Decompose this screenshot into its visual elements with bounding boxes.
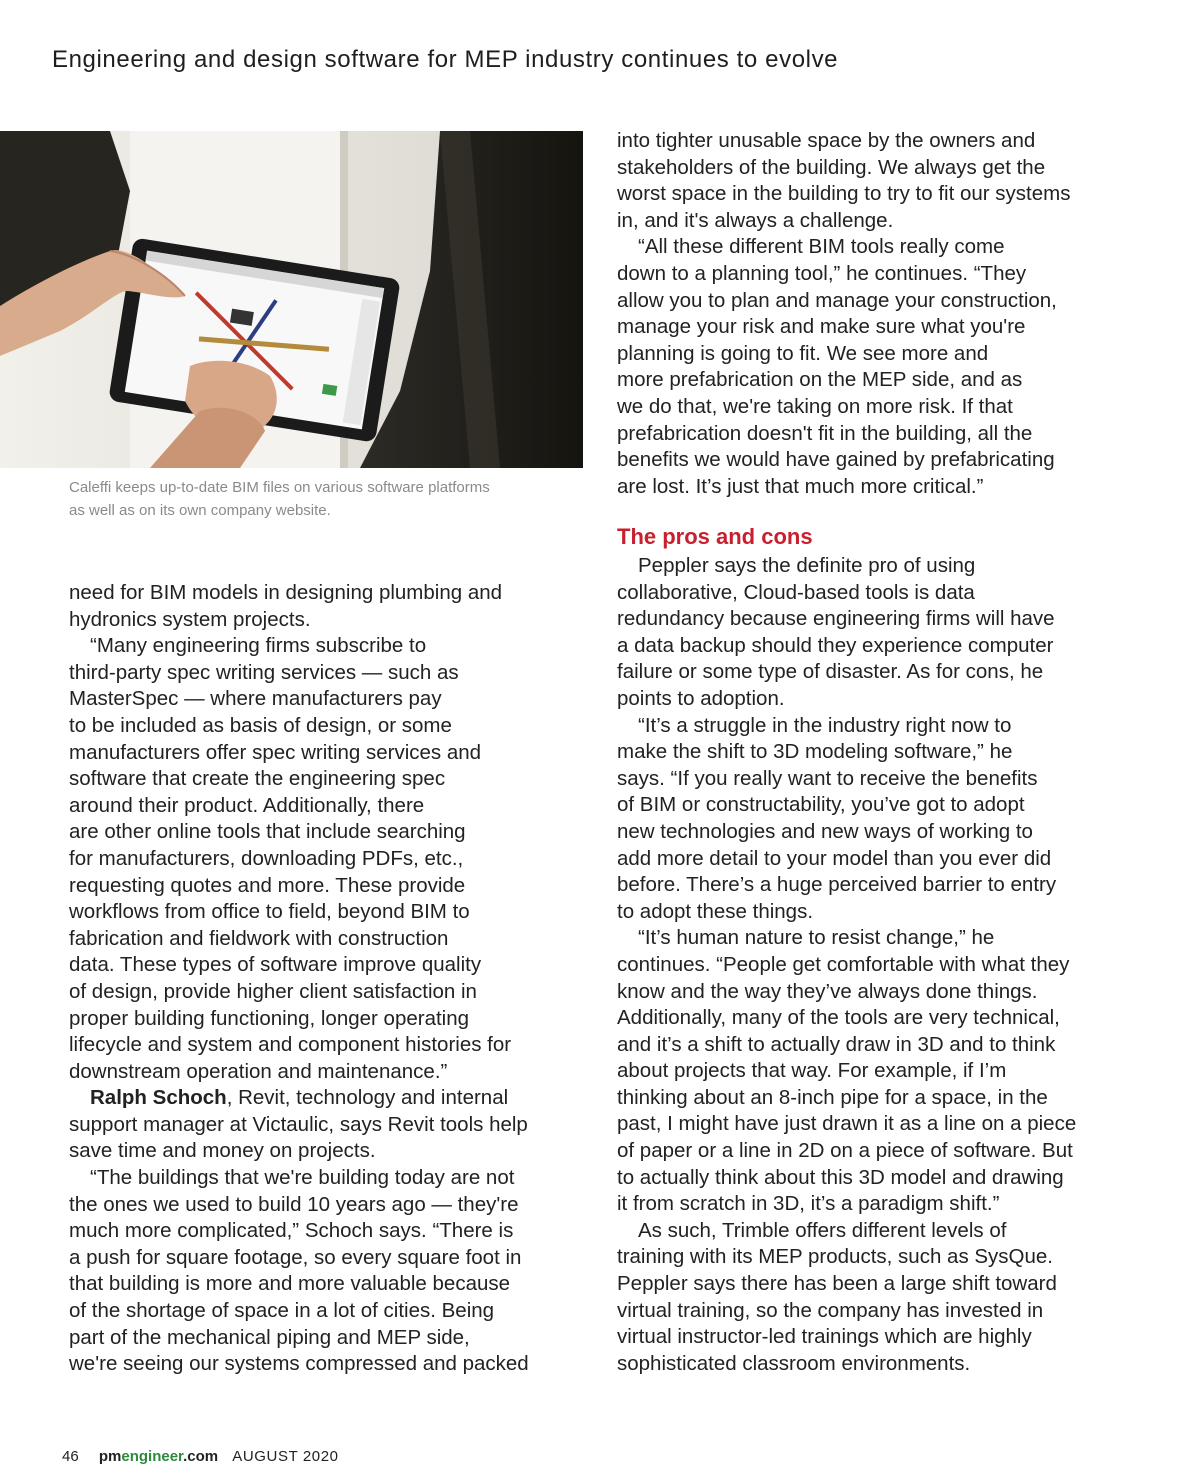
text-line: downstream operation and maintenance.”: [69, 1059, 448, 1083]
section-subhead: The pros and cons: [617, 524, 813, 549]
article-header: Engineering and design software for MEP industry continues to evolve: [52, 46, 839, 73]
text-line: manufacturers offer spec writing services and: [69, 740, 482, 764]
text-line: worst space in the building to try to fit our systems: [617, 182, 1071, 206]
site-name: [99, 1448, 218, 1465]
text-line: stakeholders of the building. We always get the: [617, 155, 1046, 179]
text-line: Peppler says the definite pro of using: [638, 554, 976, 577]
text-line: says. “If you really want to receive the benefits: [617, 766, 1038, 790]
site-middle: engineer: [121, 1448, 184, 1465]
text-line: Additionally, many of the tools are very technical,: [617, 1006, 1060, 1030]
text-line: allow you to plan and manage your construction,: [617, 288, 1057, 312]
text-line: redundancy because engineering firms will have: [617, 607, 1055, 631]
text-line: thinking about an 8-inch pipe for a space, in the: [617, 1085, 1048, 1109]
paragraph: [617, 553, 1137, 713]
issue-date: AUGUST 2020: [232, 1448, 339, 1465]
paragraph: [69, 1085, 589, 1165]
article-photo: [0, 131, 583, 468]
text-line: [69, 1085, 589, 1112]
text-line: lifecycle and system and component histories for: [69, 1033, 512, 1057]
text-line: a push for square footage, so every square foot in: [69, 1245, 522, 1269]
text-line: workflows from office to field, beyond BIM to: [69, 900, 470, 924]
text-line: “It’s human nature to resist change,” he: [638, 926, 995, 950]
paragraph: [69, 633, 589, 1085]
paragraph: [69, 580, 589, 633]
text-line: to actually think about this 3D model and drawing: [617, 1165, 1064, 1189]
text-line: need for BIM models in designing plumbing and: [69, 581, 503, 604]
text-line: “It’s a struggle in the industry right now to: [638, 713, 1012, 737]
text-line: much more complicated,” Schoch says. “There is: [69, 1219, 514, 1243]
text-line: of paper or a line in 2D on a piece of software. But: [617, 1139, 1073, 1163]
right-column-bottom: [617, 553, 1137, 1377]
page-number: 46: [62, 1448, 79, 1465]
text-line: down to a planning tool,” he continues. “They: [617, 261, 1027, 285]
text-line: more prefabrication on the MEP side, and as: [617, 368, 1023, 392]
paragraph: [617, 234, 1137, 500]
text-line: “All these different BIM tools really come: [638, 235, 1005, 259]
text-line: software that create the engineering spec: [69, 767, 446, 791]
text-line: MasterSpec — where manufacturers pay: [69, 687, 442, 711]
caption-line: as well as on its own company website.: [69, 502, 331, 519]
text-line: requesting quotes and more. These provide: [69, 873, 466, 897]
text-line: and it’s a shift to actually draw in 3D and to think: [617, 1032, 1056, 1056]
text-line: prefabrication doesn't fit in the building, all the: [617, 421, 1033, 445]
text-line: for manufacturers, downloading PDFs, etc.,: [69, 846, 464, 870]
text-line: we're seeing our systems compressed and packed: [69, 1352, 529, 1376]
tablet-photo-illustration: [0, 131, 583, 468]
text-line: in, and it's always a challenge.: [617, 208, 894, 232]
text-line: “Many engineering firms subscribe to: [90, 634, 427, 658]
page-footer: [62, 1448, 339, 1465]
text-line: about projects that way. For example, if I’m: [617, 1059, 1007, 1083]
paragraph: [617, 1218, 1137, 1378]
paragraph: [617, 128, 1137, 234]
text-line: proper building functioning, longer operating: [69, 1006, 470, 1030]
text-line: “The buildings that we're building today are not: [90, 1166, 515, 1190]
photo-caption: [69, 476, 589, 522]
site-prefix: pm: [98, 1448, 122, 1465]
text-line: fabrication and fieldwork with construction: [69, 926, 449, 950]
text-line: sophisticated classroom environments.: [617, 1351, 971, 1375]
text-line: into tighter unusable space by the owners and: [617, 129, 1036, 152]
text-line: As such, Trimble offers different levels of: [638, 1218, 1007, 1242]
text-line: it from scratch in 3D, it’s a paradigm shift.”: [617, 1192, 1000, 1216]
text-line: training with its MEP products, such as SysQue.: [617, 1245, 1054, 1269]
text-line: collaborative, Cloud-based tools is data: [617, 580, 975, 604]
text-line: past, I might have just drawn it as a line on a piece: [617, 1112, 1077, 1136]
text-line: save time and money on projects.: [69, 1139, 376, 1163]
text-line: data. These types of software improve quality: [69, 953, 482, 977]
paragraph: [617, 925, 1137, 1218]
text-line: virtual instructor-led trainings which are highly: [617, 1325, 1032, 1349]
text-line: before. There’s a huge perceived barrier to entry: [617, 873, 1057, 897]
text-line: know and the way they’ve always done things.: [617, 979, 1038, 1003]
text-line: manage your risk and make sure what you're: [617, 315, 1026, 339]
text-line: new technologies and new ways of working to: [617, 819, 1033, 843]
text-line: are other online tools that include searching: [69, 820, 466, 844]
text-line: are lost. It’s just that much more critical.”: [617, 474, 984, 498]
right-column-top: [617, 128, 1137, 500]
text-line: to be included as basis of design, or some: [69, 713, 452, 737]
text-line: we do that, we're taking on more risk. If that: [617, 394, 1013, 418]
text-line: the ones we used to build 10 years ago — they're: [69, 1192, 519, 1216]
text-line: part of the mechanical piping and MEP side,: [69, 1325, 470, 1349]
text-line: that building is more and more valuable because: [69, 1272, 511, 1296]
text-line: to adopt these things.: [617, 899, 814, 923]
text-line: benefits we would have gained by prefabricating: [617, 448, 1055, 472]
text-line: around their product. Additionally, there: [69, 793, 425, 817]
text-line: planning is going to fit. We see more and: [617, 341, 989, 365]
text-line: third-party spec writing services — such as: [69, 660, 459, 684]
text-line: virtual training, so the company has invested in: [617, 1298, 1044, 1322]
text-fragment: , Revit, technology and internal: [226, 1086, 509, 1110]
text-line: make the shift to 3D modeling software,” he: [617, 740, 1013, 764]
text-line: of the shortage of space in a lot of cities. Being: [69, 1299, 495, 1323]
text-line: failure or some type of disaster. As for cons, he: [617, 660, 1044, 684]
left-column: [69, 580, 589, 1378]
paragraph: [69, 1165, 589, 1378]
text-line: of design, provide higher client satisfaction in: [69, 979, 477, 1003]
text-line: Peppler says there has been a large shift toward: [617, 1272, 1057, 1296]
site-suffix: .com: [183, 1448, 219, 1465]
text-line: continues. “People get comfortable with what they: [617, 952, 1070, 976]
text-line: hydronics system projects.: [69, 607, 311, 631]
person-name: Ralph Schoch: [90, 1086, 227, 1110]
text-line: support manager at Victaulic, says Revit tools help: [69, 1112, 528, 1136]
paragraph: [617, 713, 1137, 926]
text-line: of BIM or constructability, you’ve got to adopt: [617, 793, 1025, 817]
text-line: add more detail to your model than you ever did: [617, 846, 1052, 870]
caption-line: Caleffi keeps up-to-date BIM files on various software platforms: [69, 479, 490, 496]
text-line: points to adoption.: [617, 686, 785, 710]
text-line: a data backup should they experience computer: [617, 633, 1054, 657]
